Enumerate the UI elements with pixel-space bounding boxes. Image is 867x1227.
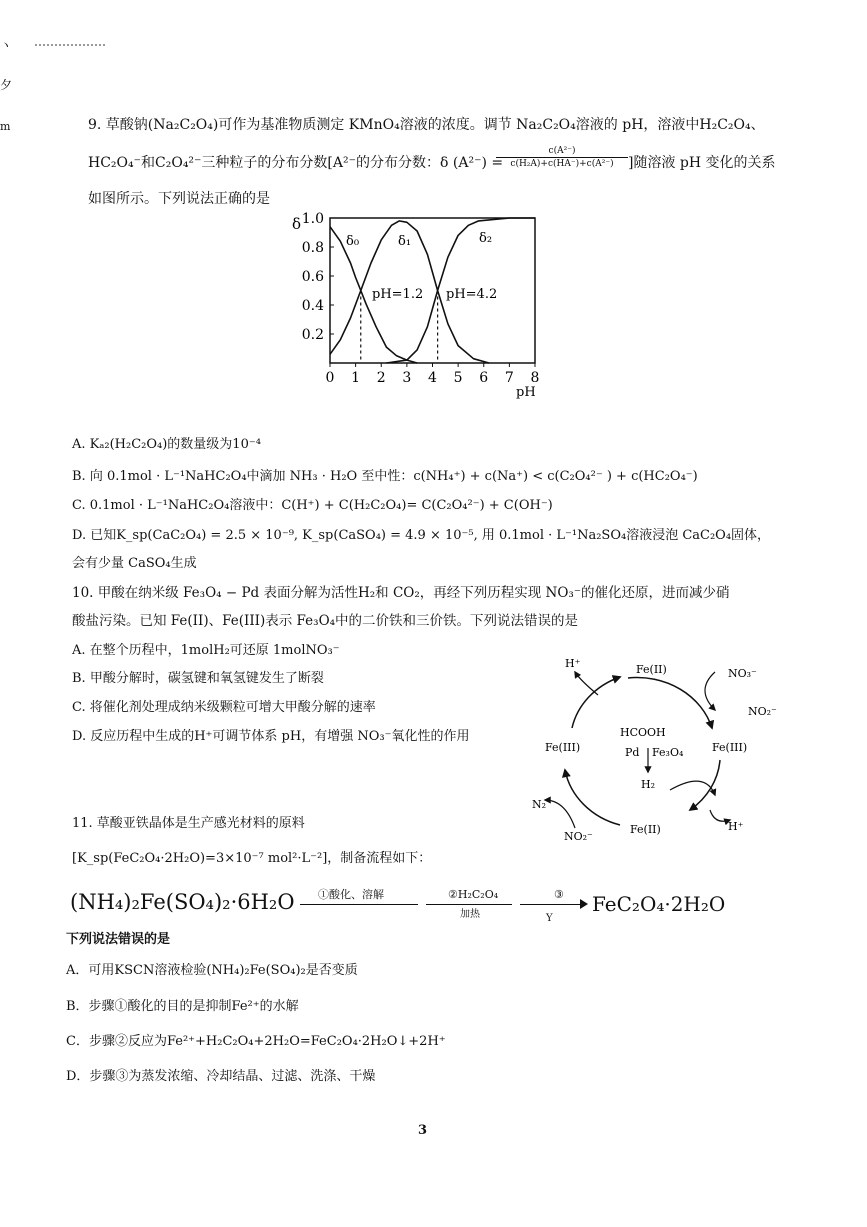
q10-stem-line2: 酸盐污染。已知 Fe(II)、Fe(III)表示 Fe₃O₄中的二价铁和三价铁。下列说法错误的是	[72, 613, 579, 629]
margin-mark: m	[0, 120, 11, 133]
q9-stem-line3: 如图所示。下列说法正确的是	[88, 191, 270, 207]
series-label-d2: δ₂	[479, 231, 493, 246]
h-plus-bottom-arrow	[710, 810, 730, 821]
q11-stem-line1: 11. 草酸亚铁晶体是生产感光材料的原料	[72, 816, 305, 831]
q11-option-c: C．步骤②反应为Fe²⁺+H₂C₂O₄+2H₂O=FeC₂O₄·2H₂O↓+2H⁺	[66, 1034, 446, 1049]
flow-arrow-3	[520, 904, 586, 905]
q9-option-d: D. 已知K_sp(CaC₂O₄) = 2.5 × 10⁻⁹, K_sp(CaSO₄) = 4.9 × 10⁻⁵, 用 0.1mol · L⁻¹Na₂SO₄溶液浸泡 CaC₂O₄固体，	[72, 528, 771, 543]
cycle-arrow-bottom-left	[565, 770, 620, 825]
h-plus-top: H⁺	[565, 657, 581, 670]
q9-option-c: C. 0.1mol · L⁻¹NaHC₂O₄溶液中：C(H⁺) + C(H₂C₂O₄)= C(C₂O₄²⁻) + C(OH⁻)	[72, 498, 553, 513]
fe3-right: Fe(III)	[712, 741, 748, 754]
x-tick-label: 7	[504, 370, 514, 386]
y-tick-label: 0.2	[301, 327, 324, 343]
h-plus-release-arrow	[575, 672, 598, 695]
flow-step2-top: ②H₂C₂O₄	[448, 888, 499, 901]
fe3o4-label: Fe₃O₄	[652, 746, 684, 759]
q9-option-d-cont: 会有少量 CaSO₄生成	[72, 556, 197, 571]
flow-arrow-2	[426, 904, 512, 905]
x-tick-label: 2	[376, 370, 386, 386]
annotation-ph-4-2: pH=4.2	[446, 287, 498, 302]
x-tick-label: 5	[453, 370, 463, 386]
cycle-arrow-bottom-right	[690, 760, 720, 810]
flow-step3-top: ③	[554, 888, 564, 901]
y-tick-label: 0.6	[301, 269, 324, 285]
margin-mark: ヽ	[0, 38, 13, 52]
q9-option-b: B. 向 0.1mol · L⁻¹NaHC₂O₄中滴加 NH₃ · H₂O 至中性：c(NH₄⁺) + c(Na⁺) < c(C₂O₄²⁻ ) + c(HC₂O₄⁻)	[72, 469, 698, 484]
y-tick-label: 0.8	[301, 240, 324, 256]
q9-stem-line2: HC₂O₄⁻和C₂O₄²⁻三种粒子的分布分数[A²⁻的分布分数：δ (A²⁻) =	[88, 155, 504, 171]
fe2-top: Fe(II)	[636, 663, 667, 676]
flow-arrow-1	[300, 904, 418, 905]
x-axis-label: pH	[516, 385, 536, 400]
annotation-ph-1-2: pH=1.2	[372, 287, 424, 302]
y-tick-label: 0.4	[301, 298, 324, 314]
flow-reactant: (NH₄)₂Fe(SO₄)₂·6H₂O	[70, 890, 295, 914]
page-number: 3	[418, 1123, 428, 1138]
flow-arrowhead	[580, 899, 588, 909]
flow-product: FeC₂O₄·2H₂O	[592, 892, 726, 916]
no2-right-label: NO₂⁻	[748, 705, 777, 718]
q10-option-a: A. 在整个历程中，1molH₂可还原 1molNO₃⁻	[72, 643, 340, 658]
x-tick-label: 1	[351, 370, 361, 386]
pd-label: Pd	[625, 746, 640, 759]
y-axis-label: δ	[292, 215, 302, 233]
n2-label: N₂	[532, 798, 547, 811]
no3-to-no2-arrow	[705, 672, 715, 710]
cycle-arrow-top-right	[628, 678, 712, 728]
h-plus-bottom: H⁺	[728, 820, 744, 833]
flow-step1: ①酸化、溶解	[318, 888, 384, 901]
scan-smudge	[35, 44, 105, 50]
q10-stem-line1: 10. 甲酸在纳米级 Fe₃O₄ − Pd 表面分解为活性H₂和 CO₂，再经下列历程实现 NO₃⁻的催化还原，进而减少硝	[72, 585, 730, 601]
series-label-d0: δ₀	[346, 234, 360, 249]
q10-option-d: D. 反应历程中生成的H⁺可调节体系 pH，有增强 NO₃⁻氧化性的作用	[72, 729, 470, 744]
q9-stem-line1: 9. 草酸钠(Na₂C₂O₄)可作为基准物质测定 KMnO₄溶液的浓度。调节 Na₂C₂O₄溶液的 pH，溶液中H₂C₂O₄、	[88, 117, 765, 133]
q10-option-c: C. 将催化剂处理成纳米级颗粒可增大甲酸分解的速率	[72, 700, 376, 715]
distribution-chart	[280, 205, 560, 405]
series-label-d1: δ₁	[398, 234, 412, 249]
catalytic-cycle-diagram	[520, 650, 800, 850]
x-tick-label: 3	[402, 370, 412, 386]
q11-option-a: A．可用KSCN溶液检验(NH₄)₂Fe(SO₄)₂是否变质	[66, 963, 358, 978]
q11-option-d: D．步骤③为蒸发浓缩、冷却结晶、过滤、洗涤、干燥	[66, 1069, 376, 1084]
x-tick-label: 6	[479, 370, 489, 386]
q11-stem-line2: [K_sp(FeC₂O₄·2H₂O)=3×10⁻⁷ mol²·L⁻²]，制备流程如下：	[72, 851, 432, 866]
x-tick-label: 4	[428, 370, 437, 386]
h2-label: H₂	[641, 778, 656, 791]
no3-label: NO₃⁻	[728, 667, 757, 680]
q9-option-a: A. Kₐ₂(H₂C₂O₄)的数量级为10⁻⁴	[72, 437, 261, 452]
flow-step3-bottom: Y	[546, 913, 553, 924]
distribution-fraction	[496, 145, 628, 170]
q9-stem-line2-end: ]随溶液 pH 变化的关系	[628, 155, 776, 171]
hcooh-label: HCOOH	[620, 726, 666, 739]
fe3-left: Fe(III)	[545, 741, 581, 754]
q11-question: 下列说法错误的是	[66, 932, 171, 947]
flow-step2-bottom: 加热	[460, 909, 480, 920]
x-tick-label: 0	[325, 370, 335, 386]
q11-option-b: B．步骤①酸化的目的是抑制Fe²⁺的水解	[66, 999, 299, 1014]
y-tick-label: 1.0	[301, 211, 324, 227]
margin-mark: 夕	[0, 78, 13, 92]
fraction-denominator: c(H₂A)+c(HA⁻)+c(A²⁻)	[496, 157, 628, 170]
no2-to-n2-arrow	[545, 800, 575, 828]
no2-bottom-label: NO₂⁻	[564, 830, 593, 843]
q10-option-b: B. 甲酸分解时，碳氢键和氧氢键发生了断裂	[72, 671, 324, 686]
fraction-numerator: c(A²⁻)	[548, 146, 576, 156]
fe2-bottom: Fe(II)	[630, 823, 661, 836]
x-tick-label: 8	[530, 370, 540, 386]
cycle-arrow-top-left	[572, 677, 620, 728]
